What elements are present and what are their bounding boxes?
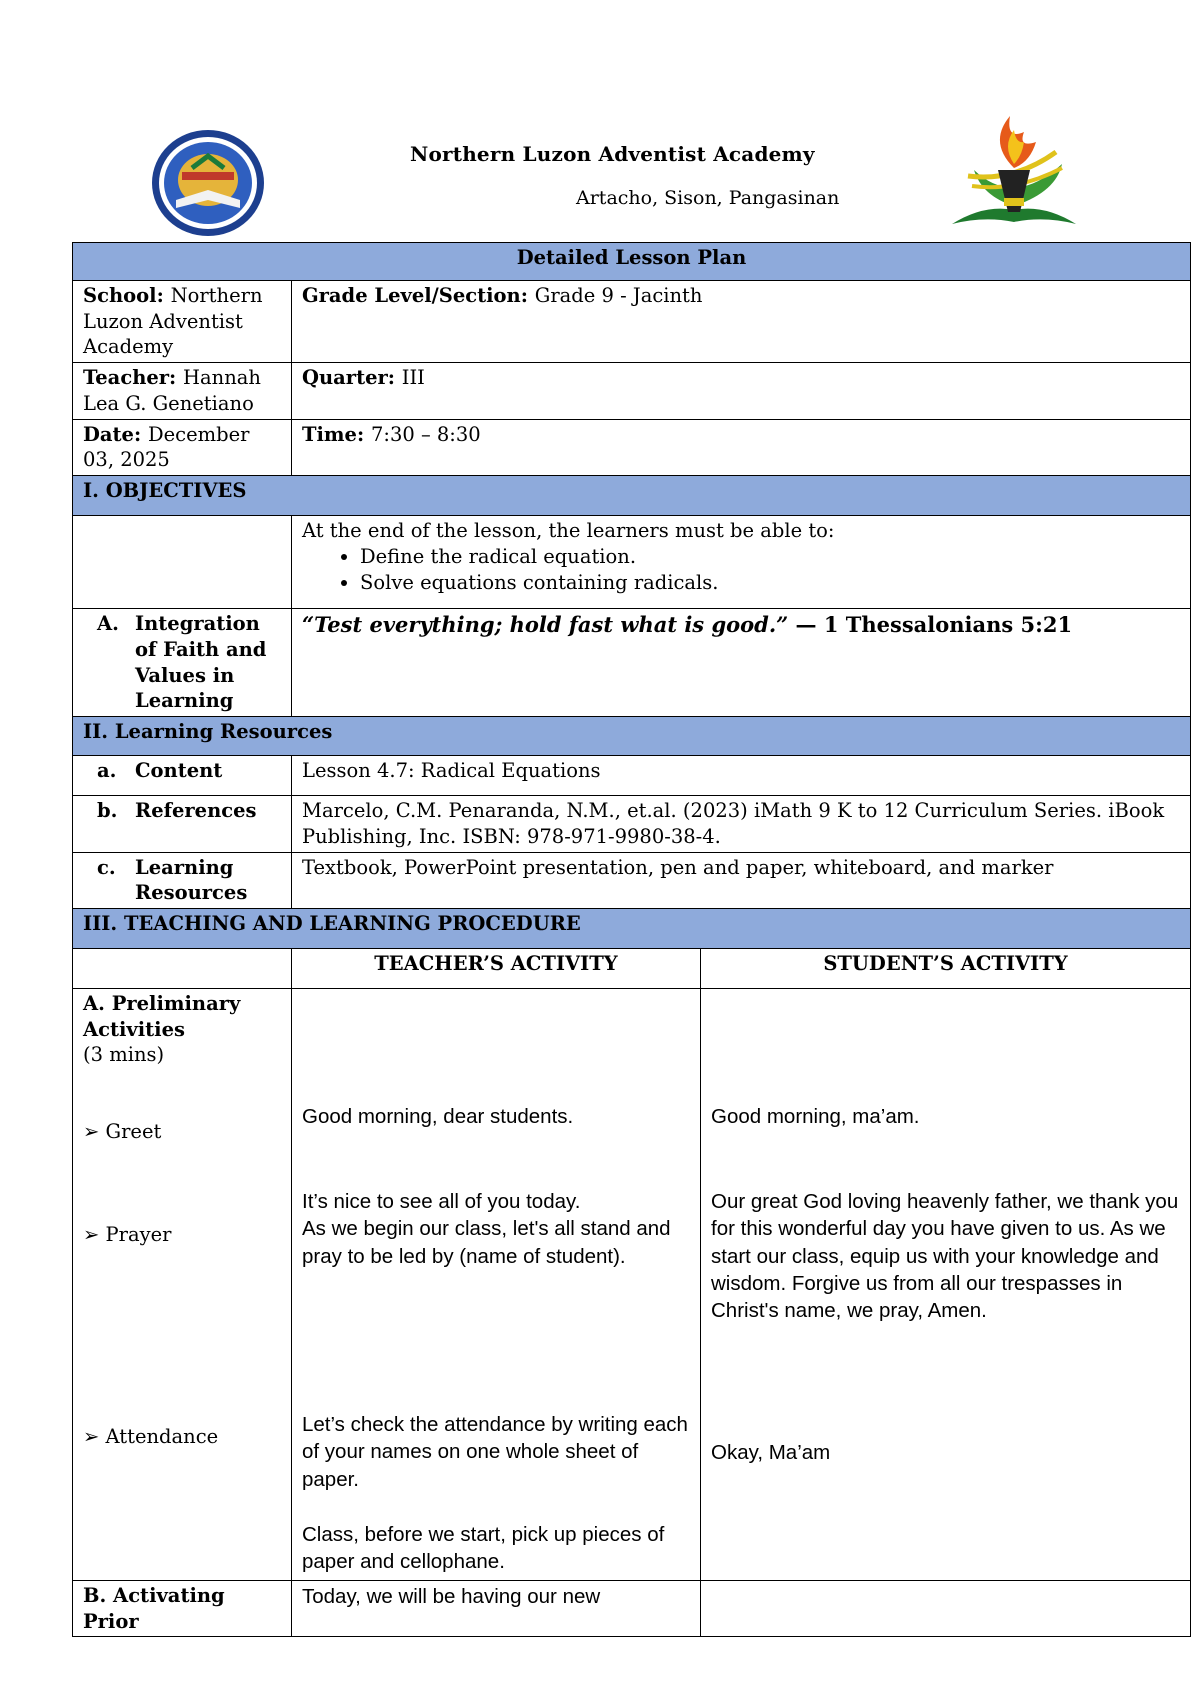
time-cell: Time: 7:30 – 8:30 <box>292 419 1191 475</box>
lesson-plan-table <box>72 242 1191 1637</box>
prayer-teacher-line-1: It’s nice to see all of you today. <box>302 1190 581 1214</box>
references-value: Marcelo, C.M. Penaranda, N.M., et.al. (2023) iMath 9 K to 12 Curriculum Series. iBook Publishing, Inc. ISBN: 978-971-9980-38-4. <box>292 796 1191 852</box>
content-value: Lesson 4.7: Radical Equations <box>292 756 1191 796</box>
learning-resources-label: Learning Resources <box>135 855 248 905</box>
plan-title: Detailed Lesson Plan <box>73 243 1191 281</box>
integration-label: Integration of Faith and Values in Learning <box>135 612 267 713</box>
attendance-teacher-line-1: Let’s check the attendance by writing each of your names on one whole sheet of paper. <box>302 1413 688 1491</box>
activating-prior-teacher: Today, we will be having our new <box>292 1581 701 1637</box>
torch-emblem-logo <box>944 112 1084 236</box>
objectives-intro: At the end of the lesson, the learners must be able to: <box>302 519 835 543</box>
teacher-activity-header: TEACHER’S ACTIVITY <box>292 949 701 989</box>
grade-cell: Grade Level/Section: Grade 9 - Jacinth <box>292 281 1191 363</box>
activating-prior-label: B. Activating Prior <box>73 1581 292 1637</box>
date-cell: Date: December 03, 2025 <box>73 419 292 475</box>
attendance-student: Okay, Ma’am <box>711 1441 831 1465</box>
integration-marker: A. <box>97 612 119 636</box>
objective-item: • Solve equations containing radicals. <box>360 570 1180 596</box>
references-label-cell <box>73 796 292 852</box>
prayer-student: Our great God loving heavenly father, we thank you for this wonderful day you have given to us. As we start our class, equip us with your knowledge and wisdom. Forgive us from all our trespasses in Christ's name, we pray, Amen. <box>711 1190 1179 1323</box>
procedure-heading: III. TEACHING AND LEARNING PROCEDURE <box>73 909 1191 949</box>
objectives-cell <box>292 516 1191 609</box>
preliminary-label: A. Preliminary Activities <box>83 992 241 1041</box>
preliminary-time: (3 mins) <box>83 1043 165 1067</box>
student-activities-cell <box>701 989 1191 1581</box>
school-name: Northern Luzon Adventist Academy <box>410 142 815 166</box>
integration-cell <box>73 609 292 717</box>
preliminary-cell <box>73 989 292 1581</box>
student-activity-header: STUDENT’S ACTIVITY <box>701 949 1191 989</box>
learning-resources-marker: c. <box>97 855 116 879</box>
greet-teacher: Good morning, dear students. <box>302 1105 574 1129</box>
learning-resources-label-cell <box>73 852 292 908</box>
prayer-label: ➢ Prayer <box>83 1223 172 1247</box>
objective-item: • Define the radical equation. <box>360 544 1180 570</box>
bible-verse-reference: — 1 Thessalonians 5:21 <box>788 612 1073 638</box>
content-marker: a. <box>97 759 117 783</box>
procedure-blank-cell <box>73 949 292 989</box>
learning-resources-value: Textbook, PowerPoint presentation, pen and paper, whiteboard, and marker <box>292 852 1191 908</box>
objectives-heading: I. OBJECTIVES <box>73 476 1191 516</box>
quarter-label: Quarter <box>302 366 388 390</box>
school-cell: School: Northern Luzon Adventist Academy <box>73 281 292 363</box>
bible-verse-quote: “Test everything; hold fast what is good.” <box>302 612 789 638</box>
school-seal-logo <box>150 128 266 238</box>
quarter-value: III <box>401 366 425 390</box>
prayer-teacher-line-2: As we begin our class, let's all stand and pray to be led by (name of student). <box>302 1217 671 1268</box>
teacher-cell: Teacher: Hannah Lea G. Genetiano <box>73 363 292 419</box>
objectives-list <box>302 544 1180 595</box>
content-label-cell <box>73 756 292 796</box>
references-marker: b. <box>97 799 118 823</box>
activating-prior-student <box>701 1581 1191 1637</box>
school-label: School <box>83 284 157 307</box>
date-value: December 03, 2025 <box>83 422 250 472</box>
objectives-blank-cell <box>73 516 292 609</box>
bible-verse-cell <box>292 609 1191 717</box>
teacher-activities-cell <box>292 989 701 1581</box>
attendance-label: ➢ Attendance <box>83 1425 219 1449</box>
greet-student: Good morning, ma’am. <box>711 1105 920 1129</box>
time-value: 7:30 – 8:30 <box>370 422 481 446</box>
grade-value: Grade 9 - Jacinth <box>534 284 703 307</box>
resources-heading: II. Learning Resources <box>73 717 1191 756</box>
teacher-label: Teacher <box>83 366 170 390</box>
content-label: Content <box>135 759 223 783</box>
quarter-cell: Quarter: III <box>292 363 1191 419</box>
greet-label: ➢ Greet <box>83 1120 162 1144</box>
attendance-teacher-line-2: Class, before we start, pick up pieces of paper and cellophane. <box>302 1522 665 1574</box>
document-header <box>0 0 1200 240</box>
references-label: References <box>135 799 257 823</box>
date-label: Date <box>83 422 134 446</box>
grade-label: Grade Level/Section <box>302 284 521 307</box>
school-value: Northern Luzon Adventist Academy <box>83 284 263 359</box>
teacher-value: Hannah Lea G. Genetiano <box>83 366 261 415</box>
school-address: Artacho, Sison, Pangasinan <box>576 187 840 209</box>
time-label: Time <box>302 422 357 446</box>
